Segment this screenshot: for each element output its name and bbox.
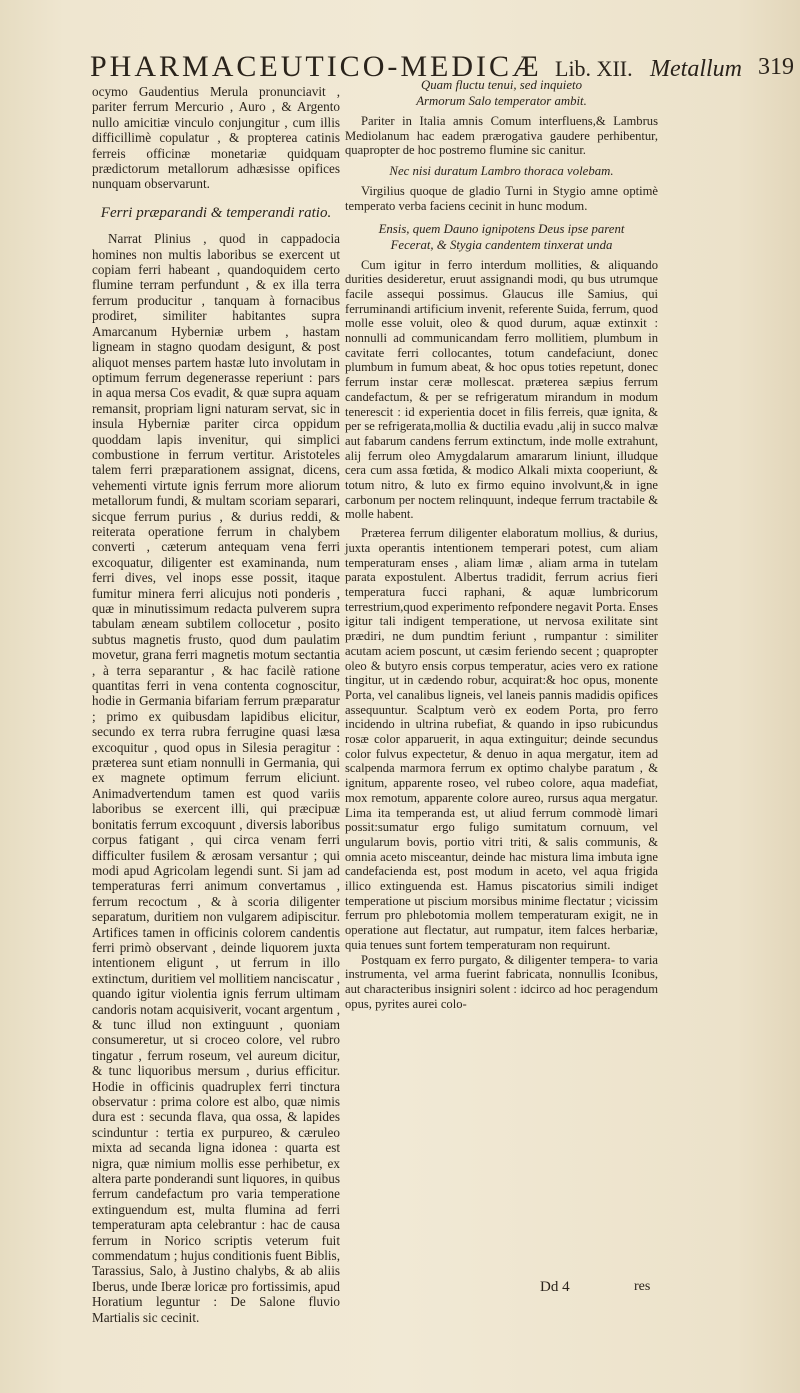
page-number: 319 (758, 54, 794, 80)
verse-line: Armorum Salo temperator ambit. (416, 94, 587, 108)
paragraph: Præterea ferrum diligenter elaboratum mollius, & durius, juxta operantis intentionem temperari potest, cum aliam temperaturam enses , aliam limæ , aliam arma in tutelam parata expostulent. Albertus tradidit, ferrum acrius fieri temperatura fucci raphani, & aquæ lumbricorum terrestrium,quod experimento refpondere negavit Porta. Enses igitur tali indigent temperatione, ut nervosa exilitate sint prædiri, ne dum pundtim feriunt , rumpantur : similiter acutam aciem poscunt, ut cæsim feriendo secent ; quapropter oleo & butyro ensis corpus temperatur, acies vero ex ratione tingitur, ut in cædendo robur, acquirat:& hoc opus, monente Porta, vel canalibus ligneis, vel laneis pannis madidis opifices assequuntur. Scalptum verò ex eodem Porta, pro ferro incidendo in ultrina rubefiat, & quando in ipso rubicundus rosæ color apparuerit, in aqua extinguitur; deinde secundus color fulvus expectetur, & denuo in aqua mergatur, item ad scalpenda marmora ferrum ex optimo chalybe paratum , & ignitum, apparente roseo, vel rubeo colore, aqua madefiat, mox remotum, apparente colore aureo, rursus aqua mergatur. Lima ita temperanda est, ut aliud ferrum commodè limari possit:sumatur ergo fuligo sumitatum cornuum, vel ungularum bovis, portio vitri triti, & salis communis, & omnia aceto misceantur, deinde hac mistura lima imbuta igne candefacienda est, post modum in aceto, vel aqua frigida illico extinguenda est. Hamus piscatorius simili indiget temperatione ut piscium morsibus minime flectatur ; vicissim ferrum pro phlebotomia mollem temperaturam exigit, ne in operatione aut flectatur, aut rumpatur, item falces herbariæ, quia tenues sunt fortem temperaturam non requirunt. (345, 526, 658, 952)
verse-line: Nec nisi duratum Lambro thoraca volebam. (389, 164, 614, 179)
paragraph: Narrat Plinius , quod in cappadocia homines non multis laboribus se exercent ut copiam ferri habeant , quandoquidem certo flumine terram perfundunt , & ex illa terra ferrum producitur , tanquam à fornacibus prodiret, similiter habitantes supra Amarcanum Hyberniæ urbem , hastam ligneam in stagno quodam desigunt, & post aliquot menses partem hastæ luto involutam in optimum ferrum degenerasse reperiunt : pars in aqua mersa Cos evadit, & quæ supra aquam remansit, propriam ligni naturam servat, sic in insula Hyberniæ pariter circa oppidum quoddam lapis invenitur, qui simplici combustione in ferrum vertitur. Aristoteles talem ferri præparationem assignat, dicens, vehementi virtute ignis ferrum more aliorum metallorum fundi, & multam scoriam separari, sicque ferrum purius , & durius reddi, & reiterata operatione ferrum in chalybem converti , cæterum antequam vena ferri excoquatur, diligenter est examinanda, num ferri dives, vel inops esse possit, itaque fumitur minera ferri alicujus noti ponderis , quæ in minutissimum redacta pulverem supra tabulam æneam subtilem collocetur , posito subtus magnetis frusto, quod dum paulatim movetur, grana ferri magnetis motum sectantia , à terra separantur , & hac facilè ratione quantitas ferri in vena contenta cognoscitur, hodie in Germania bifariam ferrum præparatur ; primo ex quibusdam lapidibus elicitur, secundo ex terra rubra ferrugine quasi læsa excoquitur , quod opus in Silesia peragitur : præterea sunt etiam nonnulli in Germania, qui ex magnete optimum ferrum eliciunt. Animadvertendum tamen est quod variis laboribus se exercent illi, qui præcipuæ bonitatis ferrum excoquunt , diversis laboribus corpus fatigant , qui circa venam ferri difficulter fusilem & ærosam versantur ; qui modi apud Agricolam legendi sunt. Si jam ad temperaturas ferri animum convertamus , ferrum recoctum , & à scoria diligenter separatum, duritiem non vulgarem adipiscitur. Artifices tamen in officinis colorem candentis ferri primò observant , deinde liquorem juxta intentionem eligunt , ut ferrum in illo extinctum, duritiem vel mollitiem nanciscatur , quando igitur violentia ignis ferrum ultimam candoris notam acquisiverit, vocant argentum , & tunc illud non extinguunt , quoniam consumeretur, ut si croceo colore, vel rubro tingatur , ferrum roseum, vel aureum dicitur, & tunc liquoribus mersum , durius efficitur. Hodie in officinis quadruplex ferri tinctura observatur : prima colore est albo, quæ nimis dura est : secunda flava, qua ossa, & lapides scinduntur : tertia ex purpureo, & cæruleo mixta ad secanda ligna idonea : quarta est nigra, quæ nimium mollis esse perhibetur, ex altera parte ponderandi sunt liquores, in quibus ferrum candefactum pro varia temperatione extinguendum est, multa flumina ad ferri temperaturam apta celebrantur : hac de causa ferrum in Norico scriptis veterum fuit commendatum ; hujus conditionis fuent Biblis, Tarassius, Salo, à Justino chalybs, & ab aliis Iberus, unde Iberæ loricæ pro fortissimis, apud Horatium leguntur : De Salone fluvio Martialis sic cecinit. (92, 231, 340, 1325)
section-heading: Ferri præparandi & temperandi ratio. (100, 204, 332, 221)
book-number: Lib. XII. (555, 56, 633, 81)
running-title: PHARMACEUTICO-MEDICÆ (90, 50, 542, 83)
signature-mark: Dd 4 (540, 1279, 570, 1295)
section-title: Metallum (650, 56, 742, 82)
paragraph: Postquam ex ferro purgato, & diligenter tempera- to varia instrumenta, vel arma fuerint fabricata, nonnullis Iconibus, aut characteribus insigniri solent : idcirco ad hoc peragendum opus, pyrites aurei colo- (345, 952, 658, 1011)
paragraph: Pariter in Italia amnis Comum interfluens,& Lambrus Mediolanum hac eadem prærogativa gaudere perhibentur, quapropter de hoc postremo flumine sic canitur. (345, 114, 658, 158)
paragraph: Cum igitur in ferro interdum mollities, & aliquando durities desideretur, eruut assignandi modi, qu bus utrumque facile assequi possimus. Glaucus ille Samius, qui ferruminandi artificium invenit, referente Suida, ferrum, quod molle esse voluit, oleo & quod durum, aquæ extinxit : nonnulli ad communicandam ferro mollitiem, plumbum in cavitate ferri collocantes, totum candefaciunt, donec plumbum in fumum abeat, & hoc opus toties repetunt, donec ferrum instar ceræ mollescat. præterea sæpius ferrum candefactum, & per se refrigeratum mirandum in modum tenerescit : id experientia docet in filis ferreis, quæ ignita, & per se refrigerata,mollia & ductilia evadu ,alij in succo malvæ aut fabarum candens ferrum extinctum, inde molle extrahunt, alij ferrum oleo Amygdalarum amararum liniunt, illudque cera cum assa fœtida, & modico Alkali mixta cooperiunt, & totum nitro, & luto ex firmo equino involvunt,& in igne carbonum per noctem relinquunt, indeque ferrum tractabile & molle habent. (345, 257, 658, 522)
catchword: res (634, 1279, 651, 1294)
verse-line: Fecerat, & Stygia candentem tinxerat unda (390, 237, 613, 252)
paragraph: Virgilius quoque de gladio Turni in Stygio amne optimè temperato verba faciens cecinit in hunc modum. (345, 184, 658, 213)
paragraph: ocymo Gaudentius Merula pronunciavit , pariter ferrum Mercurio , Auro , & Argento nullo amicitiæ vinculo conjungitur , cum illis difficillimè copulatur , & propterea catinis ferreis officinæ monetariæ quidquam prædictorum metallorum adhæsisse opifices nunquam observarunt. (92, 84, 340, 192)
verse-line: Ensis, quem Dauno ignipotens Deus ipse parent (378, 221, 625, 236)
left-column (92, 84, 340, 1325)
right-column (345, 76, 658, 1011)
verse-line: Quam fluctu tenui, sed inquieto (420, 78, 582, 92)
